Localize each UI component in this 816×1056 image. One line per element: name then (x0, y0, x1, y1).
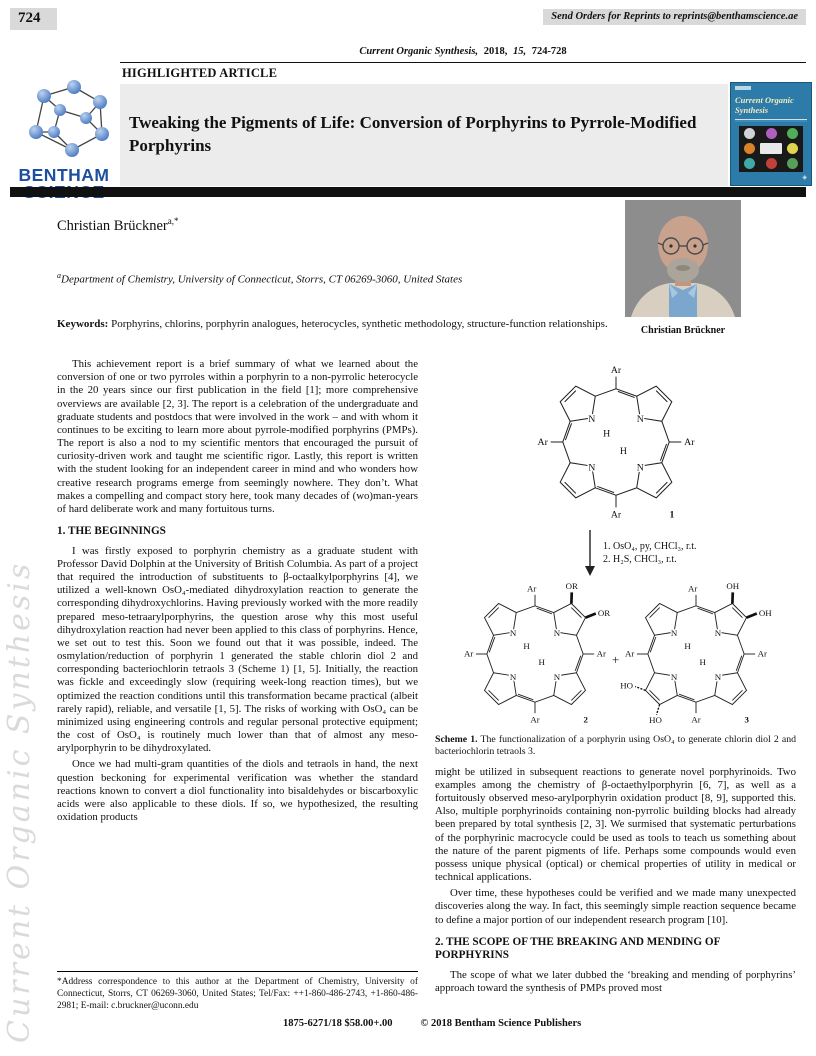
atom-label-h: H (699, 657, 707, 668)
page-footer (283, 1018, 581, 1029)
scheme-1-figure (435, 358, 796, 759)
citation-year: 2018, (483, 46, 508, 57)
keywords-block (57, 317, 610, 331)
chlorin-structure-2 (459, 578, 611, 730)
journal-cover-thumbnail (730, 82, 812, 186)
section-heading-1: 1. THE BEGINNINGS (57, 525, 166, 538)
substituent-oh: OH (759, 608, 772, 619)
paragraph: This achievement report is a brief summary of what we learned about the conversion of one or two pyrroles within a porphyrin to a non-pyrrolic heterocycle in the 20 years since our first publication in the field [1]; more comprehensive overviews are available [2, 3]. The report is a celebration of the undergraduate and graduate students and postdocs that were involved in the work – and with whom it continues to be exciting to learn more about pyrrole-modified porphyrins (PMPs). The report is also a nod to my scientific mentors that encouraged the pursuit of curiosity-driven work and taught me scientific rigor. Lastly, this report is written with the student looking for an independent career in mind and who wonders how creative research programs emerge from seemingly nowhere. They don’t. What makes a compelling and compact story here, took many decades of (wo)man-years of hard deliberate work and many fortuitous turns. (57, 358, 418, 515)
scheme-caption-label: Scheme 1. (435, 734, 478, 746)
atom-label-n: N (714, 671, 722, 682)
journal-watermark: Current Organic Synthesis (2, 560, 37, 1043)
citation-pages: 724-728 (531, 46, 567, 57)
structure-1 (435, 358, 796, 530)
atom-label-n: N (636, 413, 644, 425)
atom-label-n: N (636, 462, 644, 474)
header-black-bar (10, 187, 806, 197)
atom-label-n: N (553, 628, 560, 639)
author-portrait (625, 200, 741, 317)
cover-publisher-mark: ◈ (802, 174, 807, 181)
substituent-ar: Ar (691, 714, 701, 725)
issn-price: 1875-6271/18 $58.00+.00 (283, 1018, 393, 1029)
article-type-label: HIGHLIGHTED ARTICLE (122, 66, 278, 80)
cover-art-center (760, 143, 782, 154)
cover-art-panel (739, 126, 803, 172)
atom-label-h: H (684, 641, 691, 652)
down-arrow-icon (583, 530, 597, 576)
reaction-conditions (603, 540, 697, 567)
condition-step-1: 1. OsO₄, py, CHCl₃, r.t. (603, 540, 697, 552)
substituent-ho: HO (620, 680, 634, 691)
author-name (57, 216, 179, 235)
page-number: 724 (10, 8, 57, 30)
paragraph: Once we had multi-gram quantities of the diols and tetraols in hand, the next question beckoning for experimental verification was whether the standard reactions known to convert a diol functionality into bisaldehydes or biscarboxylic acids were also applicable to these diols. If so, we hypothesized, the resulting oxidation products (57, 758, 418, 824)
publisher-name-line1: BENTHAM (18, 165, 110, 185)
substituent-oh: OH (726, 581, 740, 592)
substituent-ar: Ar (596, 648, 606, 659)
substituent-ar: Ar (683, 436, 694, 448)
atom-label-h: H (523, 641, 530, 652)
substituent-ar: Ar (537, 436, 548, 448)
substituent-ar: Ar (757, 648, 768, 659)
paragraph: might be utilized in subsequent reactions to generate novel porphyrinoids. Two examples among the chemistry of β-octaethylporphyrin [6, 7], as well as a fortuitously observed meso-arylporphyrin oxidation product [8, 9], supported this. Also, multiple porphyrinoids containing non-pyrrolic building blocks had already been prepared by total synthesis [2, 3]. We surmised that systematic perturbations of the porphyrinic macrocycle could be used as tools to teach us something about the nature of the parent pigments of life. Perhaps some compounds would even possess unique physical (optical) or chemical properties of utility in medical or technical applications. (435, 765, 796, 884)
cover-art-dot (787, 128, 798, 139)
title-banner (120, 84, 728, 186)
atom-label-n: N (587, 462, 595, 474)
bentham-logo (10, 80, 118, 200)
paragraph: The scope of what we later dubbed the ‘breaking and mending of porphyrins’ approach toward the synthesis of PMPs proved most (435, 969, 796, 995)
scheme-products-row (435, 578, 796, 730)
citation-journal: Current Organic Synthesis, (359, 46, 479, 57)
atom-label-n: N (509, 628, 517, 639)
substituent-ar: Ar (610, 364, 621, 376)
author-photo-block (625, 200, 741, 336)
substituent-ar: Ar (530, 714, 540, 725)
scheme-caption-text: The functionalization of a porphyrin using OsO₄ to generate chlorin diol 2 and bacteriochlorin tetraols 3. (435, 734, 796, 758)
atom-label-n: N (671, 628, 678, 639)
header-rule (120, 62, 806, 63)
scheme-caption (435, 734, 796, 758)
left-column (57, 358, 418, 1012)
author-affiliation (57, 271, 462, 286)
atom-label-h: H (619, 446, 627, 458)
cover-art-dot (744, 128, 755, 139)
compound-number-2: 2 (583, 714, 588, 725)
keywords-label: Keywords: (57, 318, 109, 330)
substituent-ar: Ar (526, 583, 537, 594)
cover-art-dot (766, 158, 777, 169)
molecule-logo-icon (14, 80, 114, 160)
cover-art-dot (744, 143, 755, 154)
atom-label-n: N (509, 671, 517, 682)
paragraph: Over time, these hypotheses could be verified and we made many unexpected discoveries along the way. In fact, this seemingly simple reaction sequence became to define a major portion of our independent research program [10]. (435, 887, 796, 926)
atom-label-h: H (602, 428, 610, 440)
cover-art-dot (787, 143, 798, 154)
atom-label-n: N (553, 671, 560, 682)
cover-divider (735, 119, 807, 122)
author-name-text: Christian Brückner (57, 217, 168, 234)
atom-label-n: N (587, 413, 595, 425)
condition-step-2: 2. H₂S, CHCl₃, r.t. (603, 554, 677, 566)
substituent-ar: Ar (625, 648, 635, 659)
substituent-ar: Ar (688, 583, 698, 594)
copyright-notice: © 2018 Bentham Science Publishers (420, 1018, 582, 1029)
affiliation-superscript: a (57, 271, 61, 280)
journal-citation (120, 46, 806, 57)
paragraph: I was firstly exposed to porphyrin chemistry as a graduate student with Professor David Dolphin at the University of British Columbia. As part of a project that required the introduction of substituents to β-octaalkylporphyrins [4], we utilized a well-known OsO₄-mediated dihydroxylation reaction to generate the corresponding dihydroxychlorins. Having previously worked with the more readily prepared meso-tetraarylporphyrins, the question arose why this most useful dihydroxylation reaction had never been applied to this class of porphyrins. Hence, we set out to test this. Soon we found out that it was possible, indeed. The osmylation/reduction of porphyrin 1 generated the stable chlorin diol 2 and corresponding bacteriochlorin tetraols 3 (Scheme 1) [1, 5]. Initially, the reaction was fickle and exceedingly slow (requiring week-long reaction times), but we optimized the reaction conditions until this transformation became practical (albeit rarely rapid), reliable, and versatile [1, 5]. The risks of working with OsO₄ can be minimized using engineering controls and regular personal protective equipment; the cost of OsO₄ is routinely much lower than that of almost any meso-arylporphyrin to be dihydroxylated. (57, 544, 418, 755)
atom-label-n: N (714, 628, 722, 639)
plus-sign: + (611, 652, 620, 668)
cover-art-dot (766, 128, 777, 139)
porphyrin-structure-1 (532, 358, 700, 526)
affiliation-text: Department of Chemistry, University of Connecticut, Storrs, CT 06269-3060, United States (61, 273, 463, 286)
photo-caption: Christian Brückner (640, 325, 726, 336)
citation-volume: 15, (512, 46, 527, 57)
right-column (435, 358, 796, 1012)
compound-number-1: 1 (669, 509, 674, 521)
substituent-or: OR (565, 581, 578, 592)
reprint-notice: Send Orders for Reprints to reprints@benthamscience.ae (543, 9, 806, 25)
correspondence-footnote: *Address correspondence to this author at the Department of Chemistry, University of Connecticut, Storrs, CT 06269-3060, United States; Tel/Fax: ++1-860-486-2743, +1-860-486-2981; E-mail: c.bruckner@uconn.edu (57, 971, 418, 1012)
cover-issue-strip (735, 86, 751, 90)
keywords-text: Porphyrins, chlorins, porphyrin analogues, heterocycles, synthetic methodology, structure-function relationships. (108, 318, 608, 330)
substituent-ar: Ar (610, 509, 621, 521)
reaction-arrow-block (583, 530, 796, 576)
bacteriochlorin-structure-3 (620, 578, 772, 730)
substituent-or: OR (597, 608, 611, 619)
substituent-ho: HO (649, 715, 663, 726)
atom-label-n: N (671, 671, 678, 682)
compound-number-3: 3 (744, 714, 750, 725)
cover-art-dot (787, 158, 798, 169)
article-title: Tweaking the Pigments of Life: Conversion of Porphyrins to Pyrrole-Modified Porphyrins (129, 113, 697, 155)
section-heading-2: 2. THE SCOPE OF THE BREAKING AND MENDING OF PORPHYRINS (435, 935, 721, 962)
author-superscript: a,* (167, 216, 179, 226)
cover-art-dot (744, 158, 755, 169)
substituent-ar: Ar (463, 648, 474, 659)
atom-label-h: H (538, 657, 545, 668)
article-body (57, 358, 797, 1012)
cover-journal-title: Current Organic Synthesis (735, 95, 794, 115)
